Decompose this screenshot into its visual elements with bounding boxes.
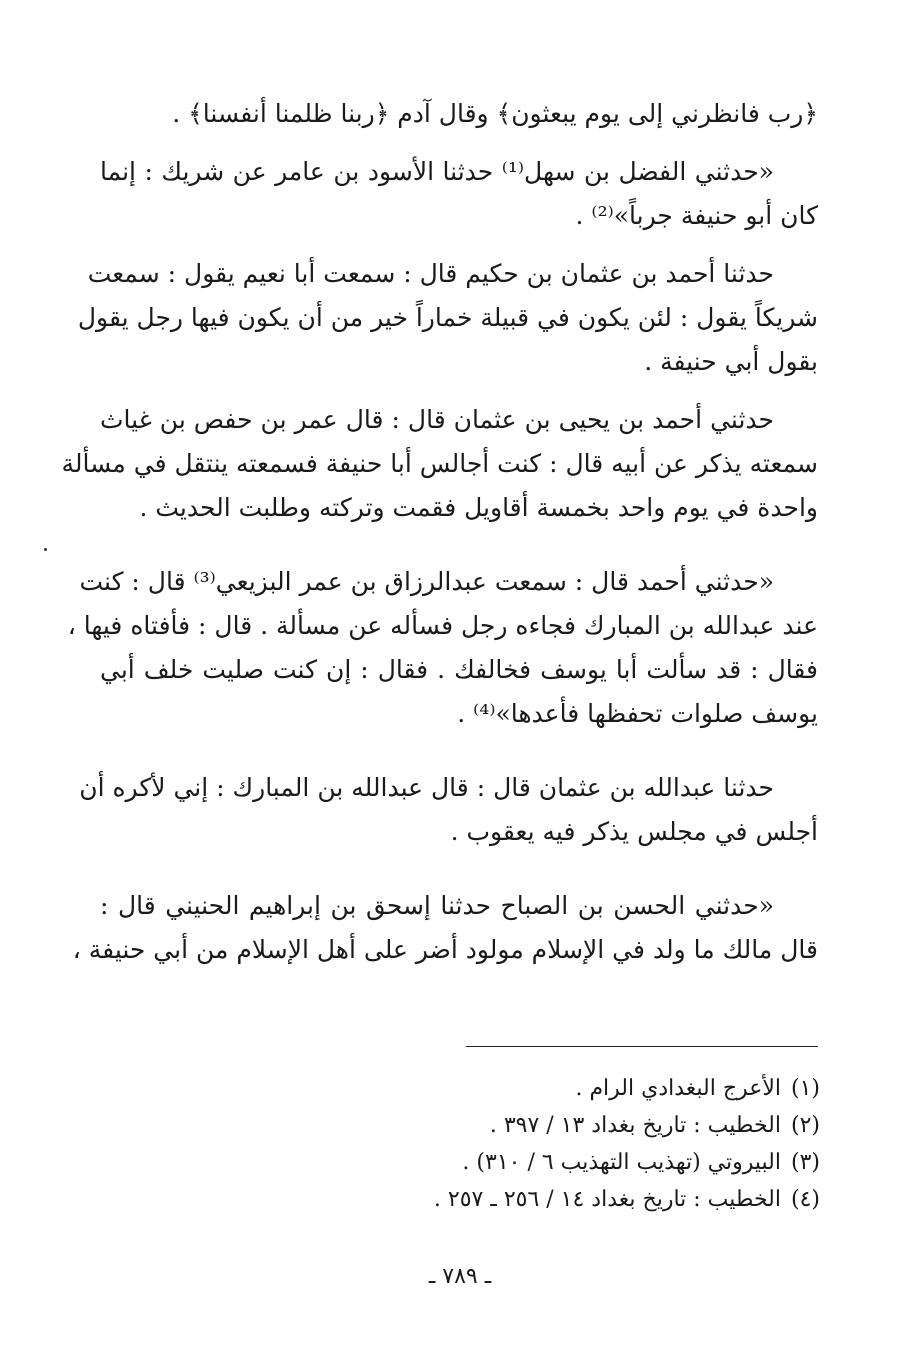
text-line: «حدثني الحسن بن الصباح حدثنا إسحق بن إبراهيم الحنيني قال : bbox=[100, 891, 774, 920]
text-line: قال مالك ما ولد في الإسلام مولود أضر على أهل الإسلام من أبي حنيفة ، bbox=[72, 935, 818, 964]
text-line: فقال : قد سألت أبا يوسف فخالفك . فقال : إن كنت صليت خلف أبي bbox=[100, 655, 818, 684]
text-line: حدثنا أحمد بن عثمان بن حكيم قال : سمعت أبا نعيم يقول : سمعت bbox=[87, 259, 774, 288]
paragraph-6 bbox=[79, 766, 818, 854]
text-line: كان أبو حنيفة جرباً»⁽²⁾ . bbox=[575, 201, 818, 230]
footnote-number: (٢) bbox=[790, 1113, 820, 1138]
footnote-text: البيروتي (تهذيب التهذيب ٦ / ٣١٠) . bbox=[462, 1150, 781, 1175]
footnote-item bbox=[320, 1181, 820, 1218]
paragraph-2 bbox=[100, 150, 818, 238]
scan-speck bbox=[44, 548, 47, 551]
footnote-item bbox=[320, 1070, 820, 1107]
text-line: بقول أبي حنيفة . bbox=[644, 347, 818, 376]
text-line: واحدة في يوم واحد بخمسة أقاويل فقمت وتركته وطلبت الحديث . bbox=[139, 493, 818, 522]
page-number: ـ ٧٨٩ ـ bbox=[428, 1264, 492, 1289]
footnote-item bbox=[320, 1144, 820, 1181]
footnote-text: الأعرج البغدادي الرام . bbox=[575, 1076, 781, 1101]
text-line: حدثنا عبدالله بن عثمان قال : قال عبدالله بن المبارك : إني لأكره أن bbox=[79, 773, 774, 802]
text-line: يوسف صلوات تحفظها فأعدها»⁽⁴⁾ . bbox=[457, 699, 818, 728]
page-body bbox=[61, 92, 818, 986]
paragraph-1 bbox=[100, 92, 818, 136]
footnote-item bbox=[320, 1107, 820, 1144]
text-line: «حدثني الفضل بن سهل⁽¹⁾ حدثنا الأسود بن عامر عن شريك : إنما bbox=[100, 157, 774, 186]
paragraph-3 bbox=[77, 252, 818, 384]
text-line: «حدثني أحمد قال : سمعت عبدالرزاق بن عمر البزيعي⁽³⁾ قال : كنت bbox=[79, 567, 774, 596]
text-line: عند عبدالله بن المبارك فجاءه رجل فسأله عن مسألة . قال : فأفتاه فيها ، bbox=[67, 611, 818, 640]
text-line: ﴿رب فانظرني إلى يوم يبعثون﴾ وقال آدم ﴿ربنا ظلمنا أنفسنا﴾ . bbox=[172, 99, 818, 128]
footnote-text: الخطيب : تاريخ بغداد ١٤ / ٢٥٦ ـ ٢٥٧ . bbox=[433, 1187, 781, 1212]
text-line: شريكاً يقول : لئن يكون في قبيلة خماراً خير من أن يكون فيها رجل يقول bbox=[77, 303, 818, 332]
footnote-divider bbox=[466, 1046, 818, 1047]
text-line: حدثني أحمد بن يحيى بن عثمان قال : قال عمر بن حفص بن غياث bbox=[100, 405, 774, 434]
paragraph-5 bbox=[67, 560, 818, 736]
footnote-text: الخطيب : تاريخ بغداد ١٣ / ٣٩٧ . bbox=[489, 1113, 781, 1138]
footnote-number: (٤) bbox=[790, 1187, 820, 1212]
paragraph-7 bbox=[72, 884, 818, 972]
footnote-number: (١) bbox=[790, 1076, 820, 1101]
text-line: أجلس في مجلس يذكر فيه يعقوب . bbox=[450, 817, 818, 846]
text-line: سمعته يذكر عن أبيه قال : كنت أجالس أبا حنيفة فسمعته ينتقل في مسألة bbox=[61, 449, 818, 478]
footnote-number: (٣) bbox=[790, 1150, 820, 1175]
footnotes bbox=[320, 1070, 820, 1218]
paragraph-4 bbox=[61, 398, 818, 530]
